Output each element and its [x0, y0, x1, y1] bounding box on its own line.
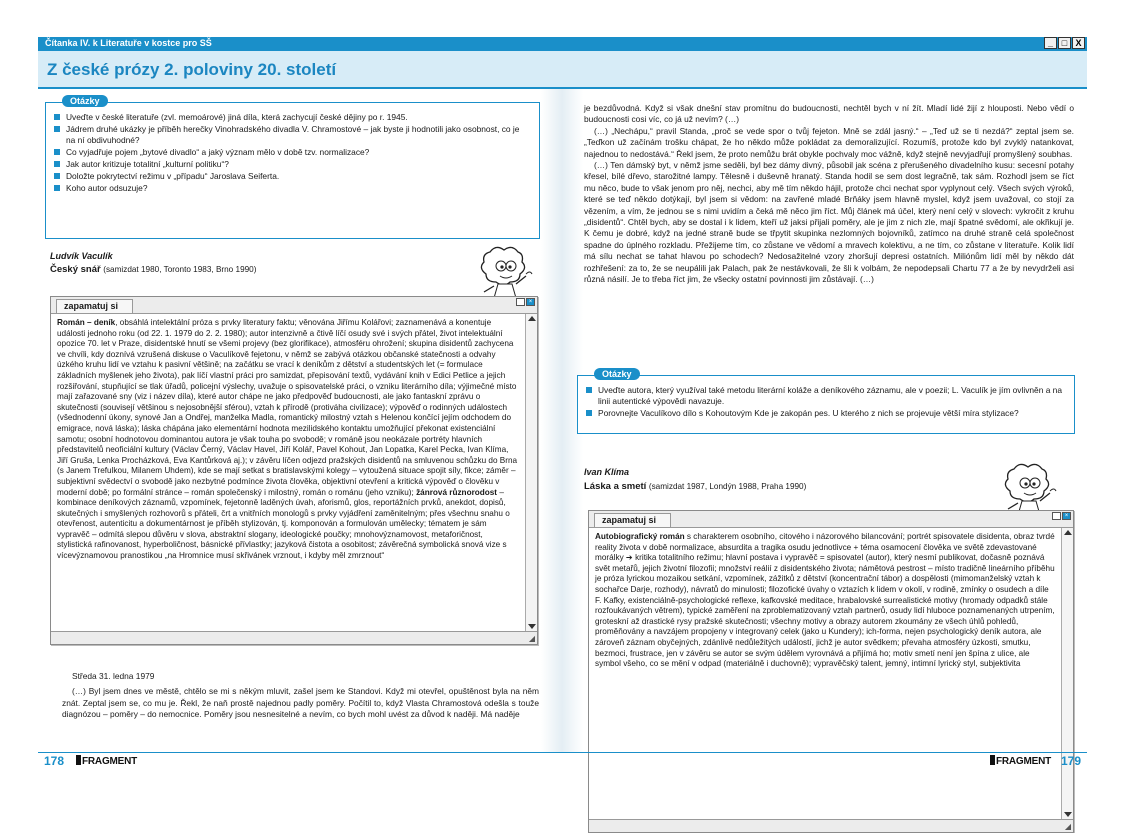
term-description-2: – kombinace deníkových záznamů, vzpomínek, fejetonně laděných úvah, aforismů, glos, reportážních prvků, anekdot, dopisů, skutečných i smyšlených rozhovorů s přáteli, črt a vnitřních monologů s prvky vyjádření zaměnitelným; přes všechnu snahu o otevřenost, autenticitu a dokumentárnost je příběh stylizován, tj. komponován a formulován umělecky; tématem je sám vypravěč – odmítá slepou důvěru v slova, abstraktní slogany, ideologické poučky; mnohovýznamovost, metaforičnost, stylistická rafinovanost, hyperboličnost, básnické přívlastky; jazyková čistota a osobitost; závěrečná symbolická snová vize s vícevýznamovou pranostikou „na Hromnice musí skřivánek vrznout, i kdyby měl zmrznout“ — [57, 487, 510, 561]
zapamatuj-header — [589, 511, 1073, 528]
zapamatuj-text — [57, 318, 519, 562]
work-publication: (samizdat 1987, Londýn 1988, Praha 1990) — [648, 482, 807, 491]
page-number: 179 — [1060, 754, 1081, 768]
excerpt-paragraph: (…) Ten dámský byt, v němž jsme seděli, byl bez dámy divný, působil jak scéna z přerušeného divadelního kusu: secesní potahy křesel, bílé dřevo, starožitné lampy. Tělesně i duševně hranatý. Standa hodil se sem dost legračně, tak sám. Rozhodl jsem se říct mu něco, bude to však jenom pro něj, nechci, aby mě tím někdo hájil, protože chci nechat spor vyplynout celý. Všech svých výroků, které se teď někdo dotýkají, byl jsem si vědom: na zavřené mladé Brňáky jsem hlavně myslel, když jsem uvažoval, co stojí za vězením, a vím, že jednou se s nimi uvidím a čeká mě něco jim říct. Můj článek má účel, který není celý v slovech: vykročit z kruhu „disidentů“. Chtěl bych, aby se dostal i k lidem, kteří už jaksi přijali poměry, ale je jim z nich zle, mají špatné svědomí, ale okřikují je. K čemu je dobré, když na jedné straně bude se třpytit skupinka nezlomných bojovníků, zatímco na druhé straně celá společnost spadne do úplného rozkladu. Přežijeme tím, co zůstane ve vědomí a mravech kolektivu, a ne tím, co zůstane v literatuře. Kolik lidí má sílu nechat se tahat hlavou po schodech? Nedosažitelné vzory zhoršují depresi ostatních. Miliónům lidí měl by někdo dát rozhřešení: za to, že se neupálili jak Palach, pak že nestávkovali, že šli k volbám, že nepodepsali Chartu 77 a že by nevydrželi asi různá násilí. Je to třeba říct jim, že všecky ostatní povinnosti jim zůstávají. (…) — [584, 160, 1074, 285]
author-name: Ivan Klíma — [584, 467, 630, 477]
zapamatuj-header — [51, 297, 537, 314]
questions-box-left — [45, 96, 540, 239]
question-item: Porovnejte Vaculíkovo dílo s Kohoutovým Kde je zakopán pes. U kterého z nich se projevuje větší míra stylizace? — [586, 408, 1066, 419]
zapamatuj-box-left — [50, 296, 538, 645]
scroll-down-icon[interactable] — [528, 624, 536, 629]
excerpt-date: Středa 31. ledna 1979 — [72, 671, 155, 681]
work-heading — [50, 264, 256, 275]
resize-grip-icon[interactable]: ◢ — [528, 634, 535, 643]
question-item: Uveďte autora, který využíval také metodu literární koláže a deníkového záznamu, ale v poezii; L. Vaculík je jím ovlivněn a na linii autentické výpovědi navazuje. — [586, 385, 1066, 407]
term-description: , obsáhlá intelektální próza s prvky literatury faktu; věnována Jiřímu Kolářovi; zaznamenává a konentuje události jednoho roku (od 22. 1. 1979 do 2. 2. 1980); autor intenzivně a čtivě líčí osudy své i svých přátel, život intelektuální opozice 70. let v Praze, disidentské hnutí se všemi projevy (bez glorifikace), atmosféru ohrožení; skupina disidentů zachycena ve chvíli, kdy doznívá vzrušená diskuse o Vaculíkově fejetonu, v němž se zabývá otázkou občanské statečnosti a odvahy úzkého kruhu lidí ve vztahu k pasivní většině; na začátku se vrací k deníkům z dětství a studentských let (= formulace základních myšlenek jeho života), pak líčí vlastní práci pro samizdat, přepisování textů, vydávání knih v Edici Petlice a jejich rozšiřování, stupňující se tlak úřadů, policejní výslechy, uvažuje o spisovatelské práci, o vzniku literárního díla; výjimečné místo mají zařazované sny (viz i název díla), které autor chápe ne jako předpověď budoucnosti, ale jako fantaskní zprávu o skutečnosti (souvisejí většinou s nejosobnější sférou), vztah k přírodě (protiváha civilizace); výpověď o rodinných událostech (všednodenní úkony, synové Jan a Ondřej, manželka Madla, romantický milostný vztah s Helenou končící jejím odchodem do emigrace, nová láska); láska chápána jako elementární hodnota mezilidského kontaktu umožňující překonat existenciální samotu; osobní hodnotovou dominantou autora je však touha po svobodě; v románě jsou neokázale portréty hlavních představitelů neoficiální kultury (Václav Černý, Václav Havel, Jiří Kolář, Pavel Kohout, Jan Lopatka, Karel Pecka, Ivan Klíma, Jiří Gruša, Lenka Procházková, Eva Kantůrková aj.); v závěru líčen odjezd pražských disidentů na smluvenou schůzku do Brna (s Janem Trefulkou, Milanem Uhdem), kde se mají setkat s bratislavskými kolegy – vytoužená situace spojit síly, fikce; záměr – subjektivní svědectví o svobodě jako nezbytné podmínce života člověka, objektivní otevření a kritická výpověď o člověku v moderní době; po formální stránce – román společenský i milostný, román o románu (jeho vzniku); — [57, 318, 518, 497]
close-button[interactable]: X — [1072, 37, 1085, 49]
left-page — [38, 89, 562, 752]
box-close-icon[interactable]: × — [1062, 512, 1071, 520]
footer-right — [562, 752, 1087, 766]
questions-list — [586, 385, 1066, 419]
brand-logo: FRAGMENT — [990, 755, 1051, 767]
scroll-up-icon[interactable] — [528, 316, 536, 321]
box-controls — [1052, 512, 1071, 520]
page-number: 178 — [44, 754, 65, 768]
question-item: Uveďte v české literatuře (zvl. memoárové) jiná díla, která zachycují české dějiny po r. 1945. — [54, 112, 531, 123]
term-bold: Autobiografický román — [595, 532, 685, 541]
work-publication: (samizdat 1980, Toronto 1983, Brno 1990) — [103, 265, 257, 274]
chapter-title: Z české prózy 2. poloviny 20. století — [47, 60, 337, 79]
excerpt-paragraph: (…) „Nechápu,“ pravil Standa, „proč se vede spor o tvůj fejeton. Mně se zdál jasný.“ – „Teď už se ti nezdá?“ zeptal jsem se. „Teďkon už začínám trošku chápat, že ho někdo může pokládat za demoralizující. Rozumíš, protože kdo byl zvyklý natankovat, najednou to nedostává.“ Řekl jsem, že proto nemůžu brát obykle pochvaly moc vážně, když stejně nevyjadřují promyšlený soubhas. — [584, 125, 1074, 159]
question-item: Koho autor odsuzuje? — [54, 183, 531, 194]
question-item: Co vyjadřuje pojem „bytové divadlo“ a jaký význam mělo v době tzv. normalizace? — [54, 147, 531, 158]
questions-box-right — [577, 369, 1075, 434]
minimize-button[interactable]: _ — [1044, 37, 1057, 49]
vertical-scrollbar[interactable] — [525, 314, 537, 631]
question-item: Jádrem druhé ukázky je příběh herečky Vinohradského divadla V. Chramostové – jak byste ji hodnotili jako osobnost, co je na ní obdivuhodné? — [54, 124, 531, 146]
excerpt-paragraph: je bezdůvodná. Když si však dnešní stav promítnu do budoucnosti, nechtěl bych v ní žít. Mladí lidé žijí z hlouposti. Nebo vědí o budoucnosti cosi víc, co já už nevím? (…) — [584, 103, 1074, 125]
questions-tag: Otázky — [62, 95, 108, 107]
term-bold: Román – deník — [57, 318, 116, 327]
box-minimize-icon[interactable] — [1052, 512, 1061, 520]
work-title: Český snář — [50, 264, 101, 275]
scroll-up-icon[interactable] — [1064, 530, 1072, 535]
box-close-icon[interactable]: × — [526, 298, 535, 306]
window-title: Čítanka IV. k Literatuře v kostce pro SŠ — [45, 38, 212, 48]
zapamatuj-label: zapamatuj si — [594, 513, 671, 527]
zapamatuj-text — [595, 532, 1055, 670]
brand-logo: FRAGMENT — [76, 755, 137, 767]
scroll-down-icon[interactable] — [1064, 812, 1072, 817]
author-name: Ludvík Vaculík — [50, 251, 113, 261]
vertical-scrollbar[interactable] — [1061, 528, 1073, 819]
term-bold-2: žánrová různorodost — [416, 487, 498, 497]
chapter-header — [38, 51, 1087, 89]
box-minimize-icon[interactable] — [516, 298, 525, 306]
term-description: s charakterem osobního, citového i názorového bilancování; portrét spisovatele disidenta, obraz tvrdé reality života v době normalizace, absurdita a tragika osudu jednotlivce + téma osamocení člověka ve světě zdevastované morálky ➔ kritika totalitního režimu; hlavní postava i vypravěč = spisovatel (autor), který nesmí publikovat, dočasně poznává svět metařů, jejich životní filozofii; množství reálií z disidentského života; námětová pestrost – místo tradičně lineárního příběhu je próza lyrickou mozaikou setkání, vzpomínek, zážitků z dětství (koncentrační tábor) a dospělosti (mimomanželský vztah k sochařce Darje, rozhody), návratů do minulosti; filozofické úvahy o vztazích k lidem v okolí, v rodině, zmínky o osudech a díle F. Kafky, existenciálně-psychologické reflexe, kafkovské meditace, hrabalovské surrealistické motivy (hromady odpadků stále rozfoukávaných větrem), typické zaměření na zproblematizovaný vztah partnerů, osudy lidí hluboce poznamenaných utrpením, groteskní až drastické rysy pražské skutečnosti; všechny motivy a obrazy autorem zkoumány ze všech úhlů pohledů, proměňovány a navzájem propojeny v integrovaný celek (jako u Kundery); ich-forma, nejen psychologický deník autora, ale zároveň záznam obyčejných, zdánlivě nedůležitých událostí, jichž je autor svědkem; převaha atmosféry úzkosti, smutku, bezmoci, frustrace, jen v závěru se autor se svým údělem vyrovnává a přijímá ho; motiv smetí není jen špína z ulice, ale symbol všeho, co se mění v odpad (materiálně i duchovně); vypravěčský talent, jemný, intimní lyrický styl, subjektivita — [595, 532, 1055, 669]
excerpt-paragraph: (…) Byl jsem dnes ve městě, chtělo se mi s někým mluvit, zašel jsem ke Standovi. Když mi otevřel, opuštěnost byla na něm znát. Zeptal jsem se, co mu je. Řekl, že naň prostě najednou padly poměry. Počítil to, když Vlasta Chramostová odešla s touže diagnózou – poměry – do nemocnice. Poměry jsou nesnesitelné a nevím, co bych mohl uvést za důvod k naději. Má naděje — [62, 686, 539, 720]
questions-list — [54, 112, 531, 194]
zapamatuj-box-right — [588, 510, 1074, 833]
question-item: Jak autor kritizuje totalitní „kulturní politiku“? — [54, 159, 531, 170]
resize-grip-icon[interactable]: ◢ — [1064, 822, 1071, 831]
questions-tag: Otázky — [594, 368, 640, 380]
zapamatuj-label: zapamatuj si — [56, 299, 133, 313]
work-title: Láska a smetí — [584, 481, 647, 492]
footer-left — [38, 752, 562, 766]
box-statusbar — [589, 819, 1073, 832]
maximize-button[interactable]: □ — [1058, 37, 1071, 49]
box-statusbar — [51, 631, 537, 644]
window-controls — [1044, 37, 1085, 49]
box-controls — [516, 298, 535, 306]
window-titlebar — [38, 37, 1087, 51]
work-heading — [584, 481, 806, 492]
excerpt-right — [584, 103, 1074, 286]
excerpt-left — [62, 671, 539, 721]
question-item: Doložte pokrytectví režimu v „případu“ Jaroslava Seiferta. — [54, 171, 531, 182]
